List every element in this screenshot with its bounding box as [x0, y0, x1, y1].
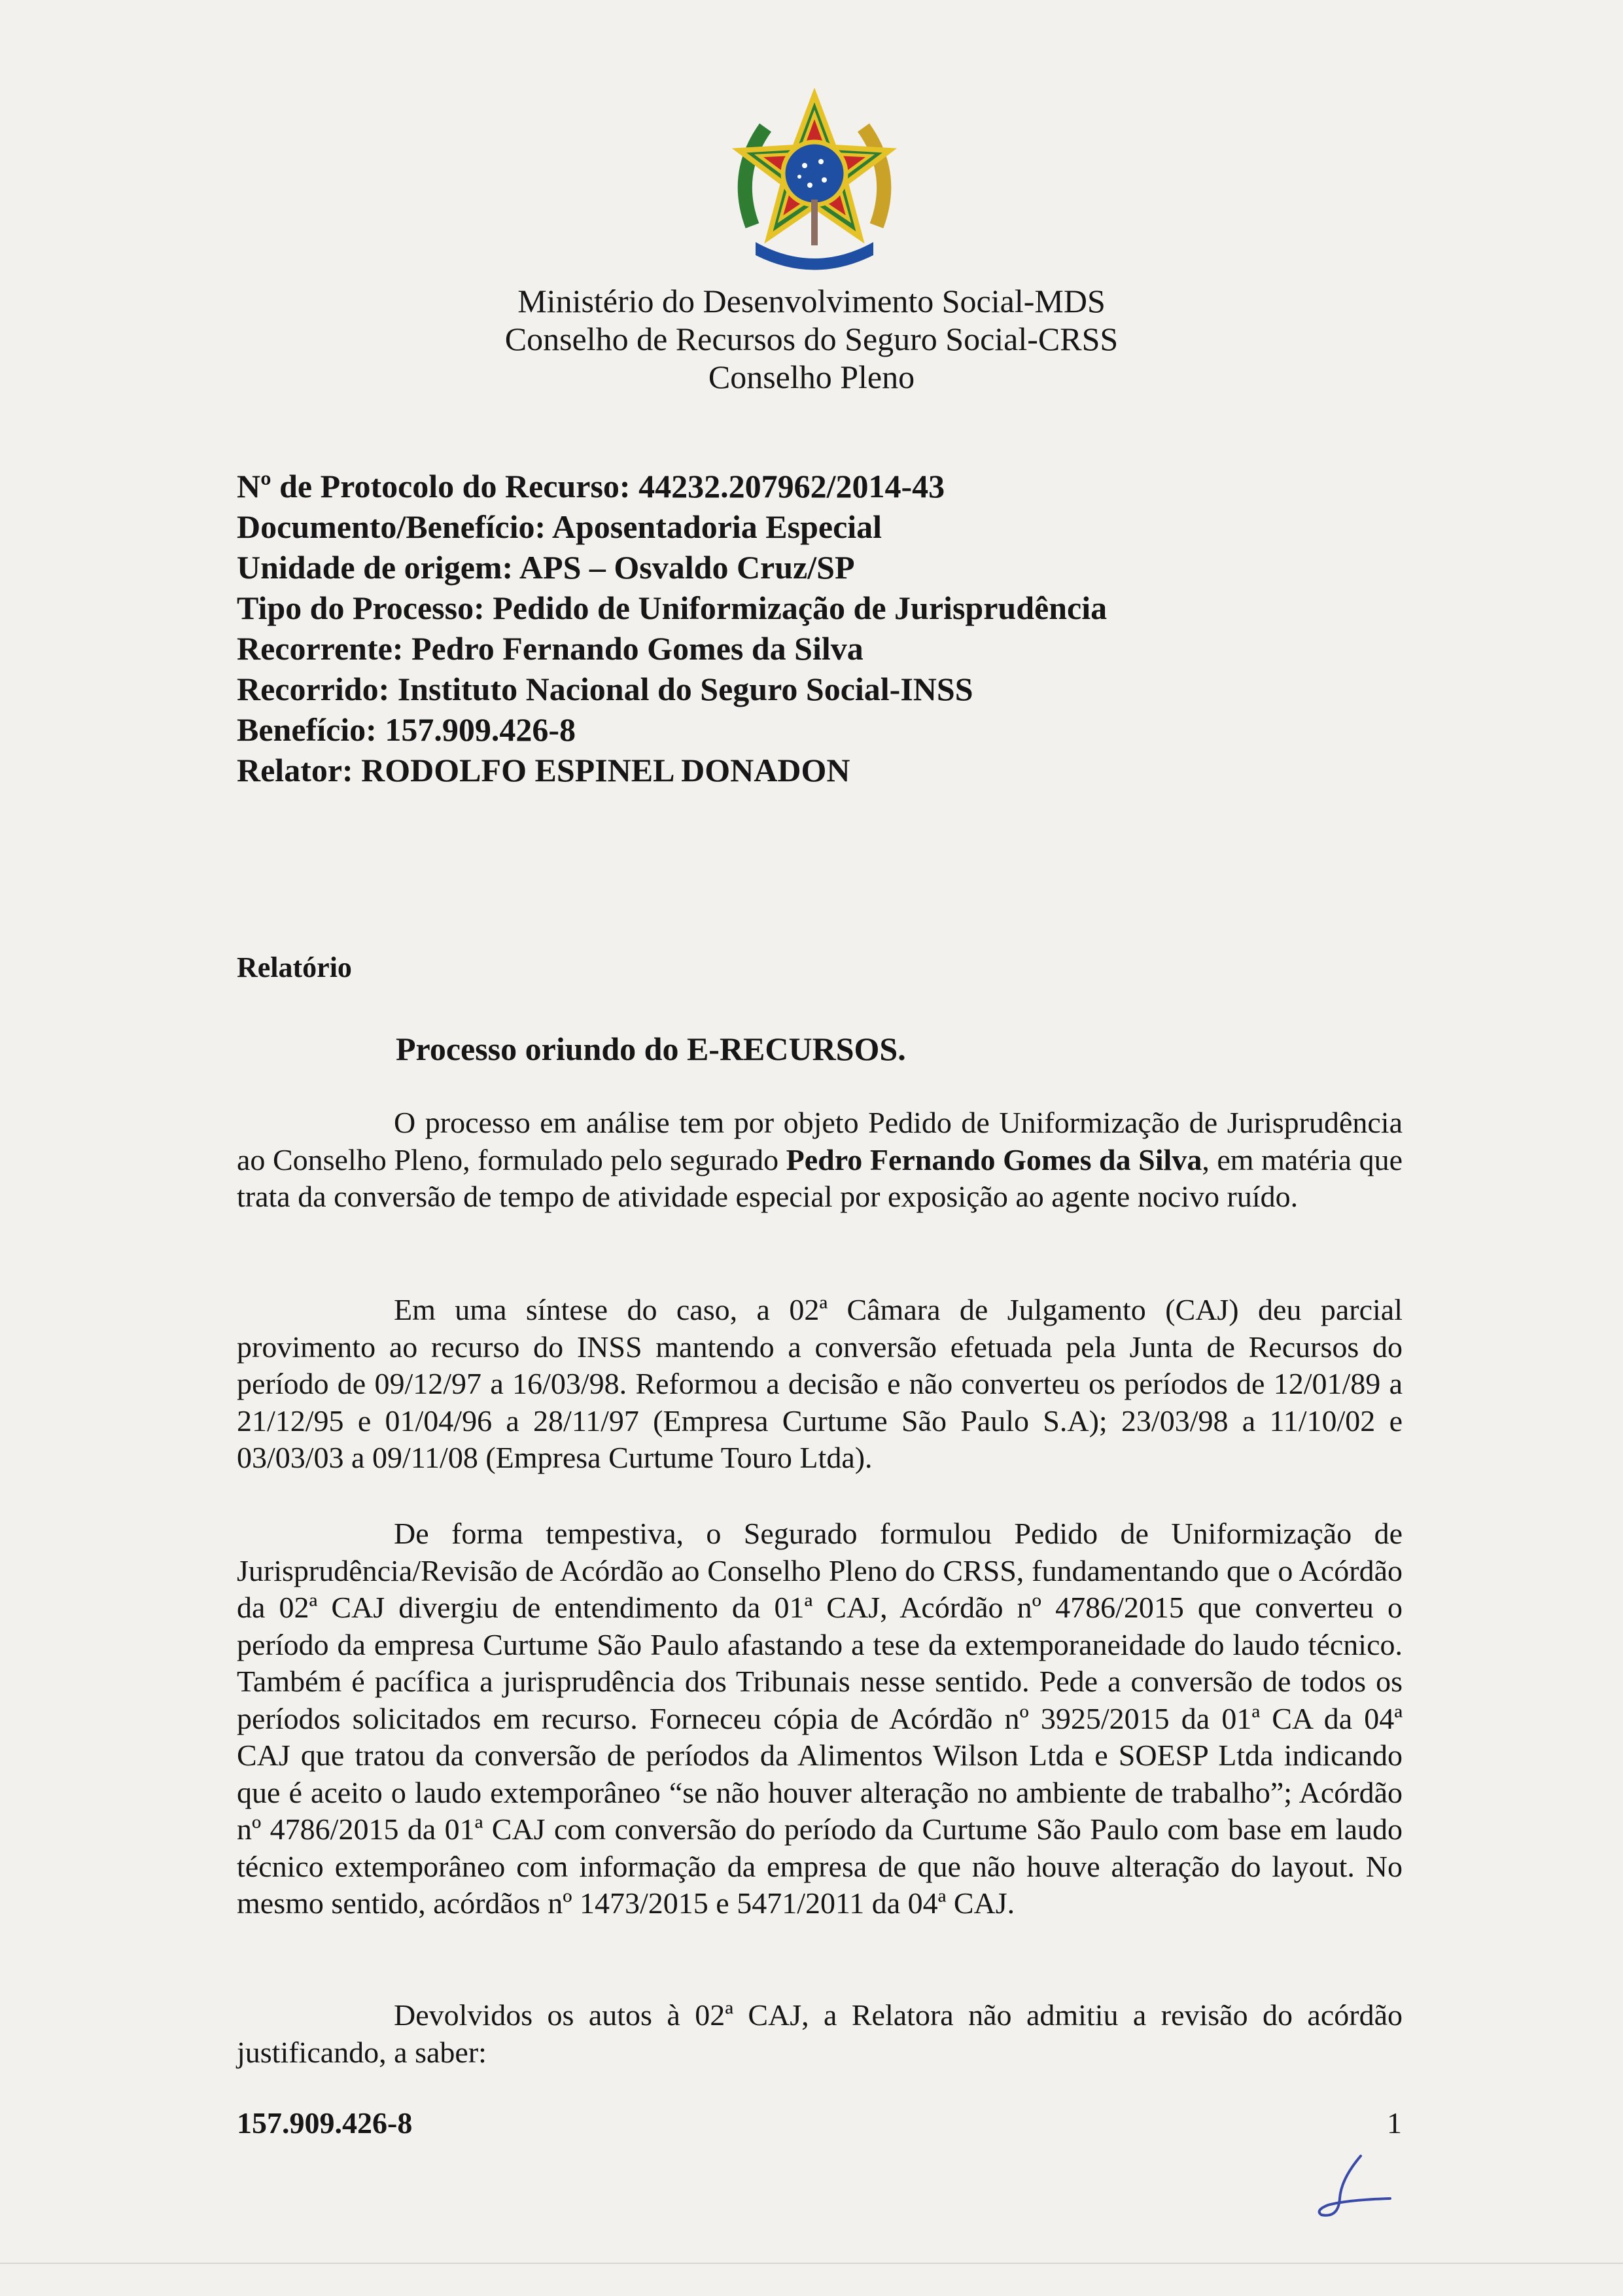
protocol-number: Nº de Protocolo do Recurso: 44232.207962/2014-43: [237, 468, 945, 504]
header-council: Conselho de Recursos do Seguro Social-CRSS: [504, 321, 1119, 357]
header-body: Conselho Pleno: [708, 359, 915, 395]
footer-benefit-number: 157.909.426-8: [237, 2106, 413, 2140]
paragraph-3: [237, 1515, 1403, 1922]
page-fold-line: [0, 2263, 1623, 2264]
paragraph-4-text: Devolvidos os autos à 02ª CAJ, a Relatora não admitiu a revisão do acórdão justificando, a saber:: [237, 1998, 1403, 2069]
paragraph-1-start: O processo em análise tem por objeto Pedido de Uniformização de Jurisprudência ao Conselho Pleno, formulado pelo segurado: [237, 1106, 1403, 1176]
paragraph-3-text: De forma tempestiva, o Segurado formulou Pedido de Uniformização de Jurisprudência/Revisão de Acórdão ao Conselho Pleno do CRSS, fundamentando que o Acórdão da 02ª CAJ divergiu de entendimento da 01ª CAJ, Acórdão nº 4786/2015 que converteu o período da empresa Curtume São Paulo afastando a tese da extemporaneidade do laudo técnico. Também é pacífica a jurisprudência dos Tribunais nesse sentido. Pede a conversão de todos os períodos solicitados em recurso. Forneceu cópia de Acórdão nº 3925/2015 da 01ª CA da 04ª CAJ que tratou da conversão de períodos da Alimentos Wilson Ltda e SOESP Ltda indicando que é aceito o laudo extemporâneo “se não houver alteração no ambiente de trabalho”; Acórdão nº 4786/2015 da 01ª CAJ com conversão do período da Curtume São Paulo com base em laudo técnico extemporâneo com informação da empresa de que não houve alteração do layout. No mesmo sentido, acórdãos nº 1473/2015 e 5471/2011 da 04ª CAJ.: [237, 1517, 1403, 1920]
appellant: Recorrente: Pedro Fernando Gomes da Silva: [237, 630, 864, 667]
page-number: 1: [1387, 2106, 1402, 2140]
document-benefit: Documento/Benefício: Aposentadoria Especial: [237, 508, 882, 545]
paragraph-1-name: Pedro Fernando Gomes da Silva: [786, 1142, 1202, 1176]
origin-unit: Unidade de origem: APS – Osvaldo Cruz/SP: [237, 549, 855, 586]
case-metadata: [237, 468, 1480, 792]
brazil-coat-of-arms-icon: [726, 88, 903, 278]
paragraph-2-text: Em uma síntese do caso, a 02ª Câmara de Julgamento (CAJ) deu parcial provimento ao recurso do INSS mantendo a conversão efetuada pela Junta de Recursos do período de 09/12/97 a 16/03/98. Reformou a decisão e não converteu os períodos de 12/01/89 a 21/12/95 e 01/04/96 a 28/11/97 (Empresa Curtume São Paulo S.A); 23/03/98 a 11/10/02 e 03/03/03 a 09/11/08 (Empresa Curtume Touro Ltda).: [237, 1293, 1403, 1474]
paragraph-1: [237, 1104, 1403, 1216]
appellee: Recorrido: Instituto Nacional do Seguro Social-INSS: [237, 671, 973, 707]
process-type: Tipo do Processo: Pedido de Uniformização de Jurisprudência: [237, 590, 1108, 626]
process-origin-subtitle: Processo oriundo do E-RECURSOS.: [396, 1031, 906, 1067]
paragraph-4: [237, 1997, 1403, 2071]
handwritten-signature-icon: [1315, 2153, 1393, 2225]
header-ministry: Ministério do Desenvolvimento Social-MDS: [517, 283, 1106, 319]
section-title: Relatório: [237, 951, 352, 983]
paragraph-2: [237, 1292, 1403, 1477]
benefit-number: Benefício: 157.909.426-8: [237, 711, 576, 748]
paragraph-1-end: , em matéria que trata da conversão de tempo de atividade especial por exposição ao agente nocivo ruído.: [237, 1142, 1403, 1213]
rapporteur: Relator: RODOLFO ESPINEL DONADON: [237, 752, 850, 788]
